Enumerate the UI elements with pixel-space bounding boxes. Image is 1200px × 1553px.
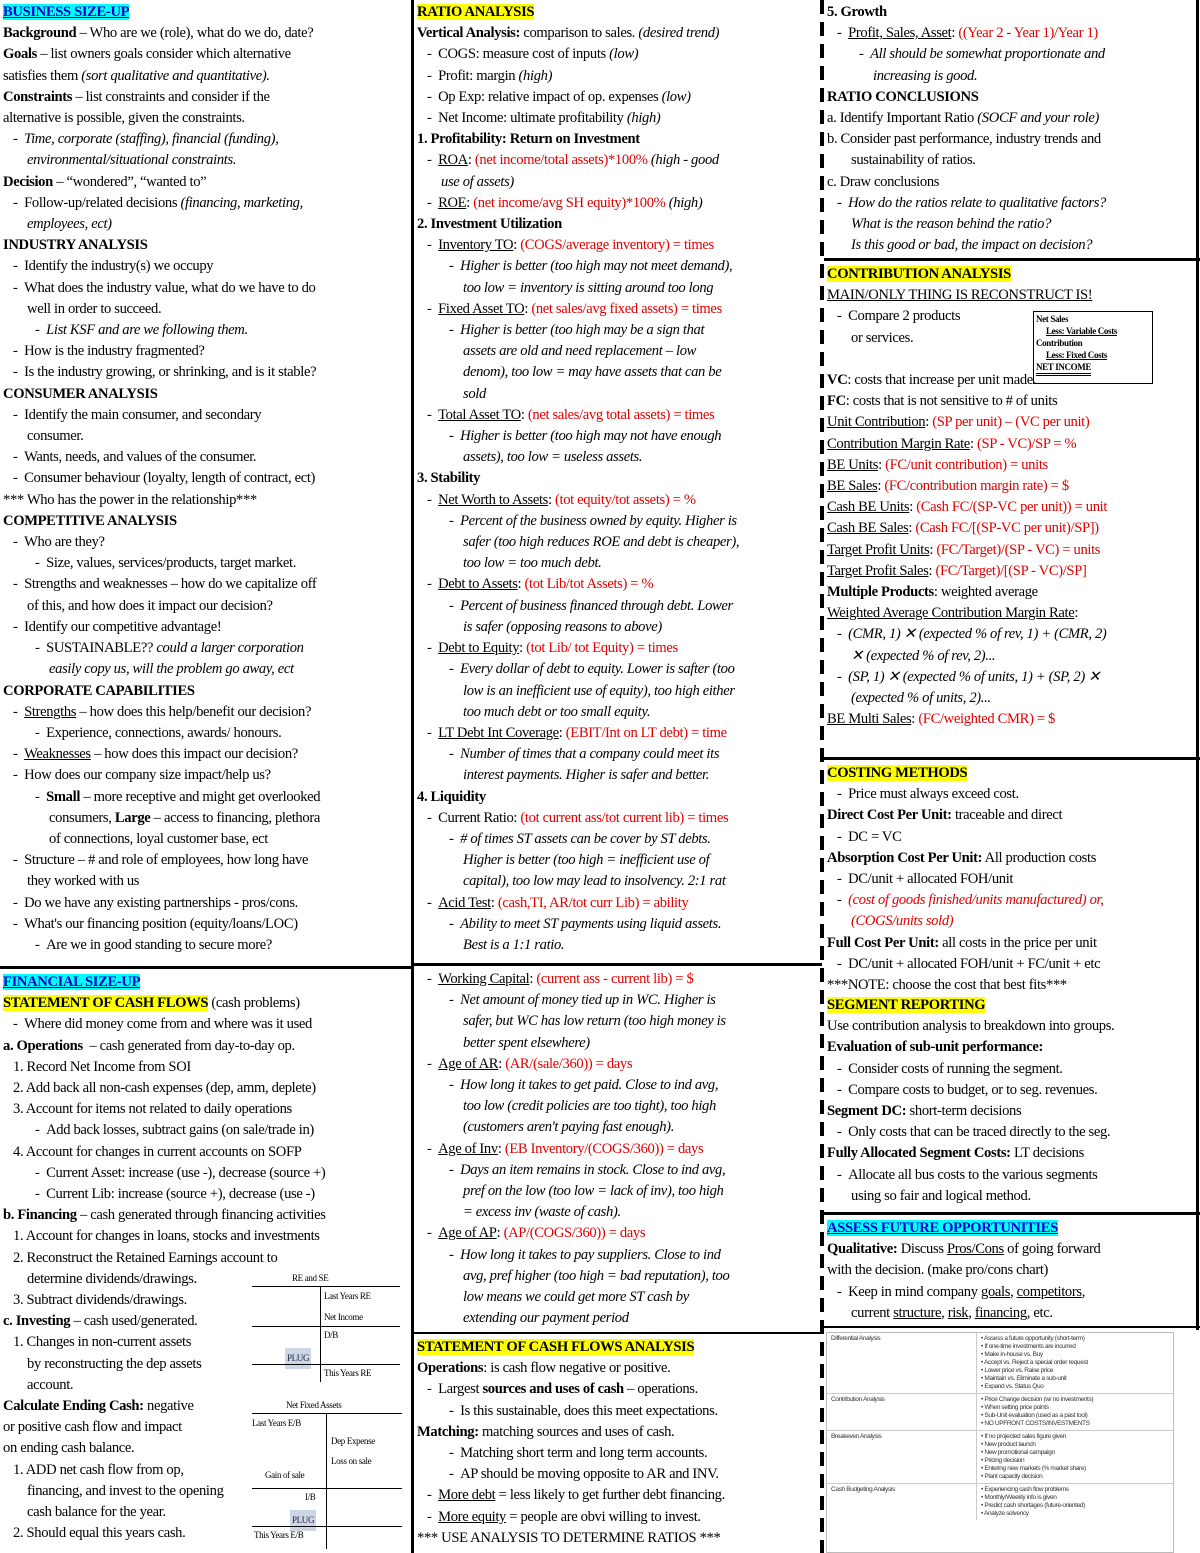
text-line: 2. Add back all non-cash expenses (dep, amm, deplete) xyxy=(13,1080,316,1097)
text-line: c. Investing – cash used/generated. xyxy=(3,1313,198,1330)
text-line: - Consider costs of running the segment. xyxy=(837,1060,1063,1077)
text-line: - Higher is better (too high may not have enough xyxy=(449,428,722,445)
text-line: Operations: is cash flow negative or positive. xyxy=(417,1360,671,1377)
text-line: better spent elsewhere) xyxy=(463,1034,590,1051)
text-line: denom), too low = may have assets that can be xyxy=(463,364,722,381)
business-sizeup-section xyxy=(0,0,410,964)
text-line: Evaluation of sub-unit performance: xyxy=(827,1039,1043,1056)
text-line: - Working Capital: (current ass - current lib) = $ xyxy=(427,971,694,987)
text-line: - Strengths – how does this help/benefit our decision? xyxy=(13,703,312,720)
divider-mid-h xyxy=(414,963,822,966)
text-line: - Experience, connections, awards/ honours. xyxy=(35,724,282,741)
text-line: on ending cash balance. xyxy=(3,1440,135,1457)
table-item: • Experiencing cash flow problems xyxy=(981,1486,1069,1493)
text-line: - Matching short term and long term accounts. xyxy=(449,1445,708,1462)
text-line: = excess inv (waste of cash). xyxy=(463,1204,621,1221)
text-line: STATEMENT OF CASH FLOWS (cash problems) xyxy=(3,995,300,1012)
text-line: too low (credit policies are too tight), too high xyxy=(463,1098,716,1115)
table-row-name: Contribution Analysis xyxy=(827,1394,977,1430)
text-line: avg, pref higher (too high = bad reputation), too xyxy=(463,1267,730,1284)
text-line: Constraints – list constraints and consider if the xyxy=(3,88,270,105)
text-line: Fully Allocated Segment Costs: LT decisions xyxy=(827,1145,1084,1162)
table-row xyxy=(827,1483,1173,1520)
text-line: - Fixed Asset TO: (net sales/avg fixed assets) = times xyxy=(427,300,722,317)
text-line: - Higher is better (too high may not meet demand), xyxy=(449,258,733,275)
table-item: • Expand vs. Status Quo xyxy=(981,1383,1044,1390)
text-line: 1. ADD net cash flow from op, xyxy=(13,1461,184,1478)
text-line: - Every dollar of debt to equity. Lower is safter (too xyxy=(449,661,735,678)
table-item: • Maintain vs. Eliminate a sub-unit xyxy=(981,1375,1067,1382)
text-line: - Net Income: ultimate profitability (high) xyxy=(427,110,661,127)
text-line: Best is a 1:1 ratio. xyxy=(463,936,565,953)
text-line: extending our payment period xyxy=(463,1310,629,1327)
text-line: COMPETITIVE ANALYSIS xyxy=(3,512,177,529)
text-line: - Higher is better (too high may be a sign that xyxy=(449,322,705,339)
table-row-name: Differential Analysis xyxy=(827,1333,977,1393)
text-line: account. xyxy=(27,1376,74,1393)
text-line: - Current Asset: increase (use -), decrease (source +) xyxy=(35,1164,326,1181)
box-less-vc: Less: Variable Costs xyxy=(1046,326,1118,336)
text-line: Qualitative: Discuss Pros/Cons of going forward xyxy=(827,1241,1101,1258)
re-table-title: RE and SE xyxy=(292,1273,329,1283)
text-line: easily copy us, will the problem go away, ect xyxy=(49,661,294,678)
text-line: low means we could get more ST cash by xyxy=(463,1289,689,1306)
text-line: Calculate Ending Cash: negative xyxy=(3,1398,194,1415)
text-line: - ROE: (net income/avg SH equity)*100% (high) xyxy=(427,194,703,211)
text-line: 2. Investment Utilization xyxy=(417,216,562,233)
table-item: • Analyze solvency xyxy=(981,1510,1029,1517)
text-line: financing, and invest to the opening xyxy=(27,1482,224,1499)
table-item: • Make in-house vs. Buy xyxy=(981,1351,1043,1358)
text-line: - Add back losses, subtract gains (on sale/trade in) xyxy=(35,1122,314,1139)
costing-section xyxy=(824,761,1196,1001)
table-item: • When setting price points xyxy=(981,1404,1049,1411)
text-line: - AP should be moving opposite to AR and INV. xyxy=(449,1466,719,1483)
text-line: *** USE ANALYSIS TO DETERMINE RATIOS *** xyxy=(417,1529,721,1546)
text-line: of this, and how does it impact our decision? xyxy=(27,597,273,614)
text-line: assets are old and need replacement – low xyxy=(463,343,697,360)
text-line: BE Multi Sales: (FC/weighted CMR) = $ xyxy=(827,711,1055,728)
nfa-last-years: Last Years E/B xyxy=(252,1418,301,1428)
text-line: - Acid Test: (cash,TI, AR/tot curr Lib) = ability xyxy=(427,894,689,911)
text-line: - List KSF and are we following them. xyxy=(35,322,248,339)
table-row xyxy=(827,1393,1173,1430)
text-line: - Net Worth to Assets: (tot equity/tot assets) = % xyxy=(427,491,696,508)
text-line: - DC/unit + allocated FOH/unit + FC/unit + etc xyxy=(837,955,1101,972)
divider-right-4 xyxy=(824,1326,1200,1328)
text-line: Full Cost Per Unit: all costs in the price per unit xyxy=(827,934,1097,951)
text-line: Direct Cost Per Unit: traceable and direct xyxy=(827,807,1063,824)
text-line: Higher is better (too high = inefficient use of xyxy=(463,852,710,869)
text-line: with the decision. (make pro/cons chart) xyxy=(827,1262,1049,1279)
text-line: - How is the industry fragmented? xyxy=(13,343,205,360)
text-line: - Compare 2 products xyxy=(837,308,961,325)
text-line: - (cost of goods finished/units manufactured) or, xyxy=(837,892,1104,909)
text-line: - Current Lib: increase (source +), decrease (use -) xyxy=(35,1186,315,1203)
text-line: c. Draw conclusions xyxy=(827,173,940,190)
text-line: - More debt = less likely to get further debt financing. xyxy=(427,1487,725,1504)
text-line: - Price must always exceed cost. xyxy=(837,786,1019,803)
text-line: - DC/unit + allocated FOH/unit xyxy=(837,871,1014,888)
contribution-title: CONTRIBUTION ANALYSIS xyxy=(827,266,1011,282)
text-line: - How long it takes to get paid. Close to ind avg, xyxy=(449,1077,719,1094)
text-line: - Debt to Equity: (tot Lib/ tot Equity) = times xyxy=(427,640,678,657)
text-line: 3. Account for items not related to daily operations xyxy=(13,1101,292,1118)
text-line: - Wants, needs, and values of the consumer. xyxy=(13,449,257,466)
text-line: safer (too high reduces ROE and debt is cheaper), xyxy=(463,534,740,551)
text-line: too low = inventory is sitting around too long xyxy=(463,279,714,296)
text-line: BE Sales: (FC/contribution margin rate) = $ xyxy=(827,478,1069,495)
text-line: 1. Changes in non-current assets xyxy=(13,1334,192,1351)
financial-sizeup-title: FINANCIAL SIZE-UP xyxy=(3,974,141,990)
table-item: • New product launch xyxy=(981,1441,1036,1448)
text-line: - (CMR, 1) ✕ (expected % of rev, 1) + (CMR, 2) xyxy=(837,626,1107,643)
text-line: consumer. xyxy=(27,428,84,445)
text-line: - Percent of the business owned by equity. Higher is xyxy=(449,512,737,529)
text-line: well in order to succeed. xyxy=(27,300,162,317)
table-item: • Pricing decision xyxy=(981,1457,1025,1464)
text-line: - Small – more receptive and might get overlooked xyxy=(35,788,321,805)
future-title: ASSESS FUTURE OPPORTUNITIES xyxy=(827,1220,1058,1236)
text-line: 1. Account for changes in loans, stocks and investments xyxy=(13,1228,320,1245)
text-line: - ROA: (net income/total assets)*100% (high - good xyxy=(427,152,719,169)
text-line: - Follow-up/related decisions (financing, marketing, xyxy=(13,194,303,211)
segment-lines xyxy=(827,1016,1193,1207)
contribution-statement-box xyxy=(1033,311,1153,384)
scf-analysis-section xyxy=(414,1335,820,1553)
text-line: - LT Debt Int Coverage: (EBIT/Int on LT debt) = time xyxy=(427,724,727,741)
text-line: b. Financing – cash generated through financing activities xyxy=(3,1207,326,1224)
text-line: 4. Liquidity xyxy=(417,788,486,805)
text-line: (COGS/units sold) xyxy=(851,913,954,930)
text-line: FC: costs that is not sensitive to # of units xyxy=(827,393,1058,410)
table-row-items xyxy=(977,1484,1173,1520)
text-line: - Is the industry growing, or shrinking, and is it stable? xyxy=(13,364,317,381)
text-line: - Inventory TO: (COGS/average inventory) = times xyxy=(427,237,714,254)
text-line: - COGS: measure cost of inputs (low) xyxy=(427,46,639,63)
text-line: - Debt to Assets: (tot Lib/tot Assets) = % xyxy=(427,576,654,593)
text-line: - Profit: margin (high) xyxy=(427,67,553,84)
text-line: 4. Account for changes in current accounts on SOFP xyxy=(13,1143,302,1160)
text-line: 5. Growth xyxy=(827,4,887,20)
text-line: consumers, Large – access to financing, plethora xyxy=(49,809,320,826)
text-line: Target Profit Units: (FC/Target)/(SP - VC) = units xyxy=(827,541,1101,558)
text-line: - How do the ratios relate to qualitative factors? xyxy=(837,194,1107,211)
text-line: - Age of AR: (AR/(sale/360)) = days xyxy=(427,1055,633,1072)
table-item: • Plant capacity decision xyxy=(981,1473,1043,1480)
text-line: INDUSTRY ANALYSIS xyxy=(3,237,148,254)
text-line: or positive cash flow and impact xyxy=(3,1419,182,1436)
text-line: CONSUMER ANALYSIS xyxy=(3,385,158,402)
future-lines xyxy=(827,1239,1193,1324)
text-line: - Current Ratio: (tot current ass/tot current lib) = times xyxy=(427,809,729,826)
text-line: assets), too low = useless assets. xyxy=(463,449,643,466)
business-sizeup-lines xyxy=(3,23,407,956)
text-line: BE Units: (FC/unit contribution) = units xyxy=(827,456,1048,473)
growth-section xyxy=(824,0,1196,257)
text-line: alternative is possible, given the constraints. xyxy=(3,110,245,127)
analysis-selection-table xyxy=(826,1332,1174,1553)
text-line: Cash BE Units: (Cash FC/(SP-VC per unit)) = unit xyxy=(827,499,1108,516)
divider-right-3 xyxy=(824,1212,1200,1215)
costing-lines xyxy=(827,784,1193,996)
text-line: too much debt or too small equity. xyxy=(463,703,651,720)
text-line: MAIN/ONLY THING IS RECONSTRUCT IS! xyxy=(827,287,1093,304)
text-line: 3. Subtract dividends/drawings. xyxy=(13,1292,187,1309)
text-line: Unit Contribution: (SP per unit) – (VC per unit) xyxy=(827,414,1090,431)
text-line: - SUSTAINABLE?? could a larger corporation xyxy=(35,640,304,657)
text-line: sustainability of ratios. xyxy=(851,152,976,169)
text-line: ✕ (expected % of rev, 2)... xyxy=(851,647,996,664)
text-line: of connections, loyal customer base, ect xyxy=(49,830,269,847)
text-line: Decision – “wondered”, “wanted to” xyxy=(3,173,207,190)
text-line: a. Identify Important Ratio (SOCF and your role) xyxy=(827,110,1100,127)
nfa-plug: PLUG xyxy=(290,1510,316,1531)
text-line: interest payments. Higher is safer and better. xyxy=(463,767,710,784)
text-line: Weighted Average Contribution Margin Rate: xyxy=(827,605,1079,622)
text-line: - Profit, Sales, Asset: ((Year 2 - Year 1)/Year 1) xyxy=(837,25,1098,42)
table-item: • Sub-Unit evaluation (used as a past tool) xyxy=(981,1412,1088,1419)
text-line: increasing is good. xyxy=(873,67,978,84)
text-line: 2. Reconstruct the Retained Earnings account to xyxy=(13,1249,278,1266)
table-item: • If one-time investments are incurred xyxy=(981,1343,1076,1350)
table-row-items xyxy=(977,1394,1173,1430)
nfa-ib: I/B xyxy=(305,1492,316,1502)
table-item: • Assess a future opportunity (short-term) xyxy=(981,1335,1085,1342)
ratio-cont-section xyxy=(414,967,820,1331)
nfa-gain-of-sale: Gain of sale xyxy=(265,1470,305,1480)
table-row-name: Breakeven Analysis xyxy=(827,1431,977,1483)
box-less-fc: Less: Fixed Costs xyxy=(1046,350,1108,360)
re-last-years: Last Years RE xyxy=(324,1291,371,1301)
table-row xyxy=(827,1333,1173,1393)
text-line: too low = too much debt. xyxy=(463,555,602,572)
text-line: Segment DC: short-term decisions xyxy=(827,1103,1022,1120)
nfa-this-years: This Years E/B xyxy=(254,1530,304,1540)
text-line: low is an inefficient use of equity), too high either xyxy=(463,682,735,699)
nfa-loss-on-sale: Loss on sale xyxy=(331,1456,372,1466)
text-line: Is this good or bad, the impact on decision? xyxy=(851,237,1093,254)
text-line: - What's our financing position (equity/loans/LOC) xyxy=(13,915,298,932)
text-line: 1. Record Net Income from SOI xyxy=(13,1058,191,1075)
text-line: satisfies them (sort qualitative and quantitative). xyxy=(3,67,270,84)
text-line: current structure, risk, financing, etc. xyxy=(851,1304,1053,1321)
text-line: 3. Stability xyxy=(417,470,481,487)
re-db: D/B xyxy=(324,1330,338,1340)
re-this-years: This Years RE xyxy=(324,1368,372,1378)
divider-left-mid xyxy=(0,966,414,969)
text-line: environmental/situational constraints. xyxy=(27,152,237,169)
divider-mid-scf xyxy=(414,1332,822,1334)
text-line: - What does the industry value, what do we have to do xyxy=(13,279,316,296)
table-item: • NO UPFRONT COSTS/INVESTMENTS xyxy=(981,1420,1090,1427)
text-line: Target Profit Sales: (FC/Target)/[(SP - VC)/SP] xyxy=(827,562,1087,579)
text-line: capital), too low may lead to insolvency. 2:1 rat xyxy=(463,873,726,890)
text-line: safer, but WC has low return (too high money is xyxy=(463,1013,726,1030)
divider-right-2 xyxy=(824,757,1200,760)
future-section xyxy=(824,1216,1196,1326)
text-line: - Compare costs to budget, or to seg. revenues. xyxy=(837,1081,1098,1098)
nfa-dep-expense: Dep Expense xyxy=(331,1436,375,1446)
segment-title: SEGMENT REPORTING xyxy=(827,997,986,1013)
segment-section xyxy=(824,993,1196,1211)
text-line: VC: costs that increase per unit made. xyxy=(827,372,1037,389)
text-line: a. Operations – cash generated from day-to-day op. xyxy=(3,1037,295,1054)
table-item: • Accept vs. Reject a special order request xyxy=(981,1359,1088,1366)
text-line: - Structure – # and role of employees, how long have xyxy=(13,852,309,869)
table-row xyxy=(827,1430,1173,1483)
text-line: - Is this sustainable, does this meet expectations. xyxy=(449,1402,718,1419)
text-line: employees, ect) xyxy=(27,216,112,233)
text-line: they worked with us xyxy=(27,873,140,890)
text-line: 2. Should equal this years cash. xyxy=(13,1525,186,1542)
table-item: • Monthly/Weekly info is given xyxy=(981,1494,1057,1501)
text-line: - How long it takes to pay suppliers. Close to ind xyxy=(449,1246,721,1263)
border-right xyxy=(1196,0,1199,1330)
table-item: • New promotional campaign xyxy=(981,1449,1055,1456)
table-row-items xyxy=(977,1431,1173,1483)
text-line: - Days an item remains in stock. Close to ind avg, xyxy=(449,1161,726,1178)
text-line: - How does our company size impact/help us? xyxy=(13,767,271,784)
text-line: by reconstructing the dep assets xyxy=(27,1355,202,1372)
scf-analysis-lines xyxy=(417,1358,817,1549)
text-line: - Strengths and weaknesses – how do we capitalize off xyxy=(13,576,317,593)
costing-title: COSTING METHODS xyxy=(827,765,968,781)
ratio-analysis-section xyxy=(414,0,820,962)
growth-lines xyxy=(827,2,1193,256)
text-line: Goals – list owners goals consider which alternative xyxy=(3,46,291,63)
text-line: Multiple Products: weighted average xyxy=(827,584,1038,601)
table-item: • Entering new markets (% market share) xyxy=(981,1465,1086,1472)
scf-analysis-title: STATEMENT OF CASH FLOWS ANALYSIS xyxy=(417,1339,695,1355)
text-line: - Weaknesses – how does this impact our decision? xyxy=(13,746,298,763)
text-line: - Where did money come from and where was it used xyxy=(13,1016,312,1033)
text-line: - # of times ST assets can be cover by ST debts. xyxy=(449,830,711,847)
text-line: Contribution Margin Rate: (SP - VC)/SP = % xyxy=(827,435,1077,452)
text-line: - Largest sources and uses of cash – operations. xyxy=(427,1381,698,1398)
text-line: pref on the low (too low = lack of inv), too high xyxy=(463,1183,724,1200)
text-line: using so fair and logical method. xyxy=(851,1187,1031,1204)
re-net-income: Net Income xyxy=(324,1312,363,1322)
box-contribution: Contribution xyxy=(1036,338,1083,348)
re-plug: PLUG xyxy=(285,1348,311,1369)
text-line: - Net amount of money tied up in WC. Higher is xyxy=(449,992,716,1009)
text-line: - Consumer behaviour (loyalty, length of contract, ect) xyxy=(13,470,316,487)
text-line: - Only costs that can be traced directly to the seg. xyxy=(837,1124,1111,1141)
table-item: • Predict cash shortages (future-oriented) xyxy=(981,1502,1085,1509)
text-line: - Op Exp: relative impact of op. expenses (low) xyxy=(427,88,691,105)
text-line: - (SP, 1) ✕ (expected % of units, 1) + (SP, 2) ✕ xyxy=(837,668,1101,685)
text-line: - Identify the main consumer, and secondary xyxy=(13,406,262,423)
box-net-sales: Net Sales xyxy=(1036,314,1069,324)
table-row-items xyxy=(977,1333,1173,1393)
text-line: (expected % of units, 2)... xyxy=(851,690,991,707)
text-line: - Total Asset TO: (net sales/avg total assets) = times xyxy=(427,406,715,423)
divider-right-1 xyxy=(824,258,1200,261)
business-sizeup-title: BUSINESS SIZE-UP xyxy=(3,4,130,20)
text-line: Background – Who are we (role), what do we do, date? xyxy=(3,25,314,42)
ratio-cont-lines xyxy=(417,969,817,1329)
text-line: Matching: matching sources and uses of cash. xyxy=(417,1423,675,1440)
text-line: 1. Profitability: Return on Investment xyxy=(417,131,640,148)
text-line: RATIO CONCLUSIONS xyxy=(827,88,979,105)
text-line: Vertical Analysis: comparison to sales. (desired trend) xyxy=(417,25,720,42)
text-line: What is the reason behind the ratio? xyxy=(851,216,1052,233)
text-line: - Do we have any existing partnerships - pros/cons. xyxy=(13,894,298,911)
text-line: - Size, values, services/products, target market. xyxy=(35,555,297,572)
text-line: is safer (opposing reasons to above) xyxy=(463,618,662,635)
table-item: • Lower price vs. Raise price xyxy=(981,1367,1053,1374)
text-line: - Number of times that a company could meet its xyxy=(449,746,720,763)
text-line: - Are we in good standing to secure more? xyxy=(35,936,272,953)
box-net-income: NET INCOME xyxy=(1036,361,1091,376)
text-line: - More equity = people are obvi willing to invest. xyxy=(427,1508,701,1525)
table-item: • If no projected sales figure given xyxy=(981,1433,1067,1440)
text-line: cash balance for the year. xyxy=(27,1504,166,1521)
text-line: - Percent of business financed through debt. Lower xyxy=(449,597,733,614)
text-line: *** Who has the power in the relationship*** xyxy=(3,491,257,508)
text-line: - All should be somewhat proportionate and xyxy=(859,46,1105,63)
text-line: - Allocate all bus costs to the various segments xyxy=(837,1166,1098,1183)
text-line: - Identify the industry(s) we occupy xyxy=(13,258,214,275)
text-line: or services. xyxy=(851,329,914,346)
table-item: • Price Change decision (w/ no investments) xyxy=(981,1396,1094,1403)
text-line: - DC = VC xyxy=(837,828,902,845)
text-line: Absorption Cost Per Unit: All production costs xyxy=(827,849,1097,866)
text-line: Use contribution analysis to breakdown into groups. xyxy=(827,1018,1115,1035)
text-line: determine dividends/drawings. xyxy=(27,1270,197,1287)
text-line: b. Consider past performance, industry trends and xyxy=(827,131,1101,148)
text-line: - Identify our competitive advantage! xyxy=(13,618,222,635)
text-line: (customers aren't paying fast enough). xyxy=(463,1119,674,1136)
table-row-name: Cash Budgeting Analysis xyxy=(827,1484,977,1520)
text-line: CORPORATE CAPABILITIES xyxy=(3,682,195,699)
ratio-analysis-lines xyxy=(417,23,817,956)
text-line: - Age of AP: (AP/(COGS/360)) = days xyxy=(427,1225,646,1242)
text-line: sold xyxy=(463,385,486,402)
text-line: ***NOTE: choose the cost that best fits*** xyxy=(827,977,1067,994)
text-line: - Time, corporate (staffing), financial (funding), xyxy=(13,131,279,148)
text-line: use of assets) xyxy=(441,173,514,190)
nfa-table-title: Net Fixed Assets xyxy=(286,1400,342,1410)
text-line: - Who are they? xyxy=(13,534,105,551)
text-line: Cash BE Sales: (Cash FC/[(SP-VC per unit)/SP]) xyxy=(827,520,1099,537)
text-line: - Ability to meet ST payments using liquid assets. xyxy=(449,915,722,932)
text-line: - Age of Inv: (EB Inventory/(COGS/360)) = days xyxy=(427,1140,704,1157)
ratio-analysis-title: RATIO ANALYSIS xyxy=(417,4,535,20)
text-line: - Keep in mind company goals, competitors, xyxy=(837,1283,1086,1300)
